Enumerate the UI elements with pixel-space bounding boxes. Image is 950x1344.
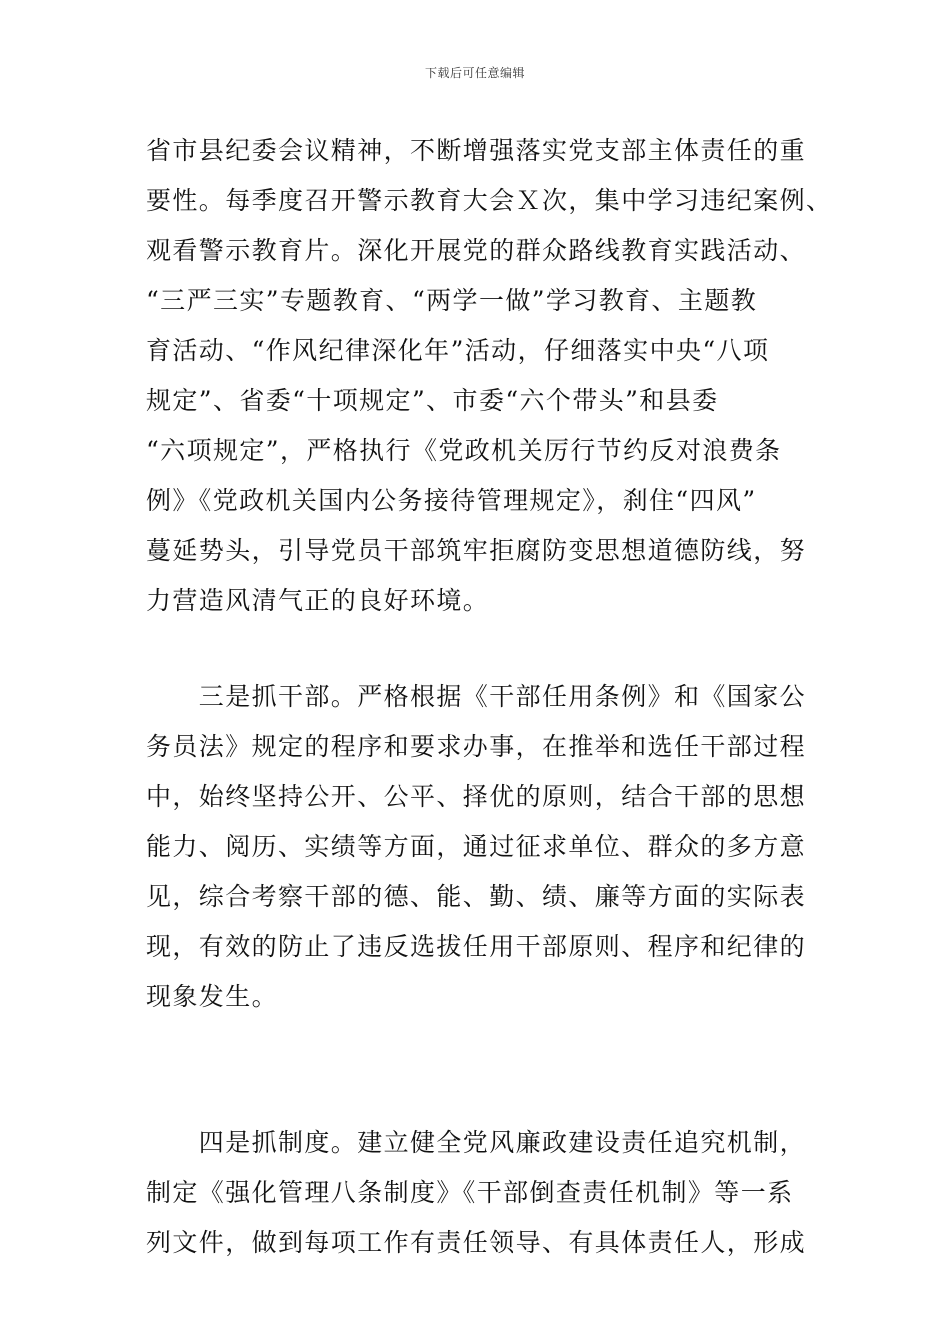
text-line: 务员法》规定的程序和要求办事，在推举和选任干部过程 xyxy=(146,732,807,761)
text-line: 力营造风清气正的良好环境。 xyxy=(146,586,490,615)
text-line: 四是抓制度。建立健全党风廉政建设责任追究机制， xyxy=(146,1128,807,1157)
text-line: 三是抓干部。严格根据《干部任用条例》和《国家公 xyxy=(146,682,807,711)
text-line: 要性。每季度召开警示教育大会Ｘ次，集中学习违纪案例、 xyxy=(146,186,833,215)
page-header: 下载后可任意编辑 xyxy=(424,66,525,80)
text-line: 制定《强化管理八条制度》《干部倒查责任机制》等一系 xyxy=(146,1178,794,1207)
text-line: 列文件，做到每项工作有责任领导、有具体责任人，形成 xyxy=(146,1228,807,1257)
text-line: 蔓延势头，引导党员干部筑牢拒腐防变思想道德防线，努 xyxy=(146,536,807,565)
paragraph-1 xyxy=(146,126,833,626)
text-line: 观看警示教育片。深化开展党的群众路线教育实践活动、 xyxy=(146,236,807,265)
text-line: 例》《党政机关国内公务接待管理规定》，刹住“四风” xyxy=(146,486,757,515)
text-line: 省市县纪委会议精神，不断增强落实党支部主体责任的重 xyxy=(146,136,807,165)
text-line: 现象发生。 xyxy=(146,982,279,1011)
text-line: 育活动、“作风纪律深化年”活动，仔细落实中央“八项 xyxy=(146,336,770,365)
text-line: 规定”、省委“十项规定”、市委“六个带头”和县委 xyxy=(146,386,719,415)
paragraph-3 xyxy=(146,1118,811,1268)
text-line: “六项规定”，严格执行《党政机关厉行节约反对浪费条 xyxy=(146,436,782,465)
text-line: 中，始终坚持公开、公平、择优的原则，结合干部的思想 xyxy=(146,782,807,811)
text-line: 能力、阅历、实绩等方面，通过征求单位、群众的多方意 xyxy=(146,832,807,861)
text-line: 现，有效的防止了违反选拔任用干部原则、程序和纪律的 xyxy=(146,932,807,961)
paragraph-2 xyxy=(146,672,811,1022)
text-line: 见，综合考察干部的德、能、勤、绩、廉等方面的实际表 xyxy=(146,882,807,911)
text-line: “三严三实”专题教育、“两学一做”学习教育、主题教 xyxy=(146,286,758,315)
